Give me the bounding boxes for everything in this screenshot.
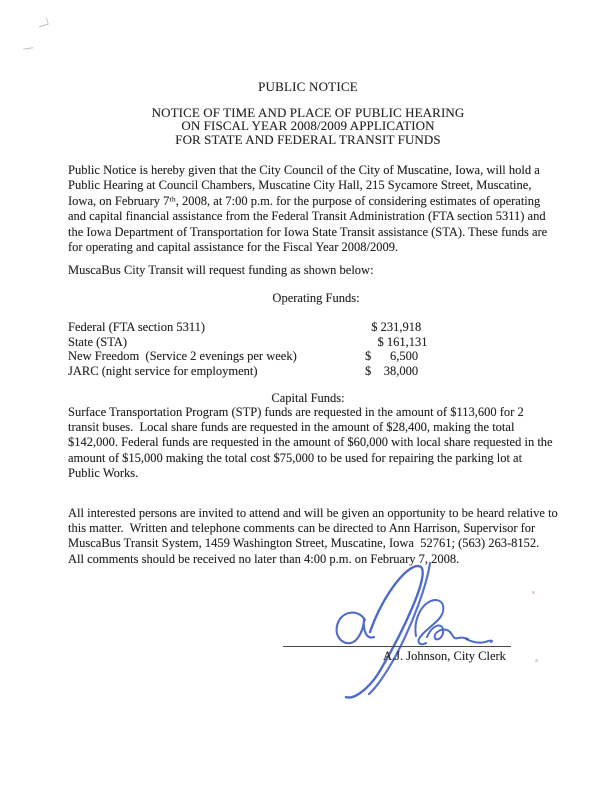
text-line: All comments should be received no later than 4:00 p.m. on February 7, 2008. [68, 551, 460, 566]
fund-label: New Freedom (Service 2 evenings per week) [68, 349, 297, 364]
fund-label: Federal (FTA section 5311) [68, 320, 206, 334]
heading-line: ON FISCAL YEAR 2008/2009 APPLICATION [181, 118, 435, 134]
text-line: Public Hearing at Council Chambers, Muscatine City Hall, 215 Sycamore Street, Muscatine, [68, 178, 532, 193]
operating-funds-heading: Operating Funds: [272, 291, 360, 305]
text-line: the Iowa Department of Transportation for Iowa State Transit assistance (STA). These funds are [68, 224, 548, 239]
fund-amount: $ 231,918 [365, 320, 422, 334]
text-line: Public Works. [68, 465, 139, 480]
fund-amount: $ 38,000 [365, 364, 419, 379]
text-line: Iowa, on February 7ᵗʰ, 2008, at 7:00 p.m. for the purpose of considering estimates of operating [68, 193, 541, 208]
table-row [68, 320, 558, 335]
signature-line [283, 646, 511, 647]
scan-mark [37, 18, 49, 28]
fund-amount: $ 161,131 [365, 334, 428, 349]
table-row [68, 349, 558, 364]
signature-stroke [415, 600, 443, 644]
intro-paragraph [68, 163, 547, 255]
text-line: Surface Transportation Program (STP) funds are requested in the amount of $113,600 for 2 [68, 405, 524, 419]
table-row [68, 364, 558, 379]
text-line: this matter. Written and telephone comments can be directed to Ann Harrison, Supervisor for [68, 521, 536, 536]
text-line: $142,000. Federal funds are requested in the amount of $60,000 with local share requested in the [68, 435, 553, 450]
text-line: and capital financial assistance from the Federal Transit Administration (FTA section 5311) and [68, 209, 546, 224]
text-line: amount of $15,000 making the total cost $75,000 to be used for repairing the parking lot at [68, 450, 523, 465]
scan-mark [23, 44, 33, 49]
fund-label: State (STA) [68, 334, 128, 349]
signature-stroke [337, 613, 374, 644]
heading-line: FOR STATE AND FEDERAL TRANSIT FUNDS [175, 131, 441, 147]
operating-funds-table [68, 320, 558, 379]
capital-funds-heading: Capital Funds: [271, 391, 345, 405]
table-row [68, 335, 558, 350]
signature-stroke [466, 639, 492, 643]
scan-speck [535, 659, 538, 662]
scan-speck [532, 591, 535, 594]
text-line: All interested persons are invited to attend and will be given an opportunity to be heard relative to [68, 506, 558, 520]
signature-ink [280, 556, 540, 708]
signature-stroke [427, 626, 468, 640]
capital-funds-paragraph [68, 405, 553, 481]
signatory-name: A.J. Johnson, City Clerk [383, 649, 506, 663]
heading-line: NOTICE OF TIME AND PLACE OF PUBLIC HEARING [151, 105, 465, 120]
fund-amount: $ 6,500 [365, 349, 419, 364]
notice-heading [0, 106, 616, 146]
text-line: MuscaBus Transit System, 1459 Washington Street, Muscatine, Iowa 52761; (563) 263-8152. [68, 536, 540, 551]
funding-request-line: MuscaBus City Transit will request funding as shown below: [68, 263, 374, 277]
text-line: transit buses. Local share funds are requested in the amount of $28,400, making the total [68, 420, 515, 435]
text-line: Public Notice is hereby given that the City Council of the City of Muscatine, Iowa, will hold a [68, 163, 540, 177]
text-line: for operating and capital assistance for the Fiscal Year 2008/2009. [68, 240, 399, 255]
signature-stroke [346, 566, 423, 697]
fund-label: JARC (night service for employment) [68, 364, 258, 379]
document-title: PUBLIC NOTICE [258, 79, 358, 94]
